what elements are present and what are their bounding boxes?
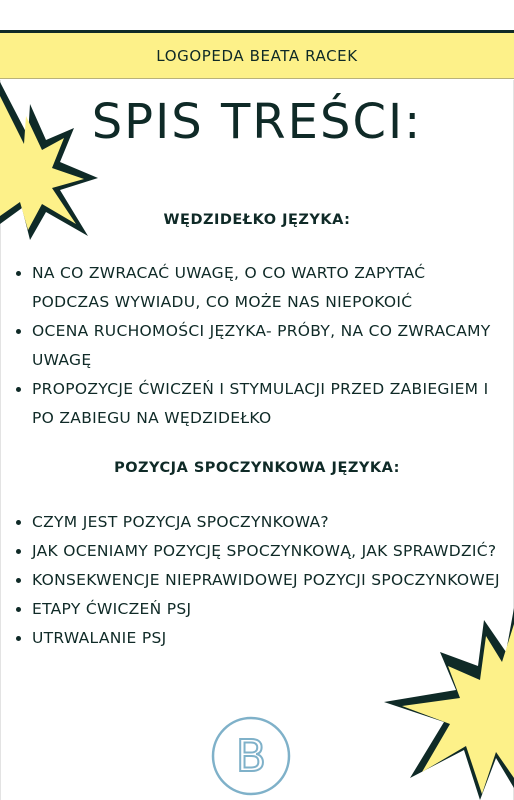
list-item: NA CO ZWRACAĆ UWAGĘ, O CO WARTO ZAPYTAĆ PODCZAS WYWIADU, CO MOŻE NAS NIEPOKOIĆ bbox=[14, 259, 504, 317]
header-banner bbox=[0, 33, 514, 79]
list-item: JAK OCENIAMY POZYCJĘ SPOCZYNKOWĄ, JAK SPRAWDZIĆ? bbox=[14, 537, 504, 566]
logo-letter: B bbox=[235, 731, 267, 782]
list-item: ETAPY ĆWICZEŃ PSJ bbox=[14, 595, 504, 624]
list-item: OCENA RUCHOMOŚCI JĘZYKA- PRÓBY, NA CO ZWRACAMY UWAGĘ bbox=[14, 317, 504, 375]
b-monogram-logo-icon bbox=[208, 713, 294, 799]
section-pozycja-spoczynkowa-list bbox=[14, 508, 504, 653]
list-item: PROPOZYCJE ĆWICZEŃ I STYMULACJI PRZED ZABIEGIEM I PO ZABIEGU NA WĘDZIDEŁKO bbox=[14, 375, 504, 433]
page-title: SPIS TREŚCI: bbox=[91, 94, 423, 150]
section-heading-pozycja-spoczynkowa: POZYCJA SPOCZYNKOWA JĘZYKA: bbox=[114, 460, 400, 476]
section-wedzidelko-list bbox=[14, 259, 504, 433]
section-heading-wedzidelko: WĘDZIDEŁKO JĘZYKA: bbox=[163, 212, 351, 228]
list-item: CZYM JEST POZYCJA SPOCZYNKOWA? bbox=[14, 508, 504, 537]
brand-name: LOGOPEDA BEATA RACEK bbox=[156, 46, 358, 65]
list-item: UTRWALANIE PSJ bbox=[14, 624, 504, 653]
list-item: KONSEKWENCJE NIEPRAWIDOWEJ POZYCJI SPOCZYNKOWEJ bbox=[14, 566, 504, 595]
